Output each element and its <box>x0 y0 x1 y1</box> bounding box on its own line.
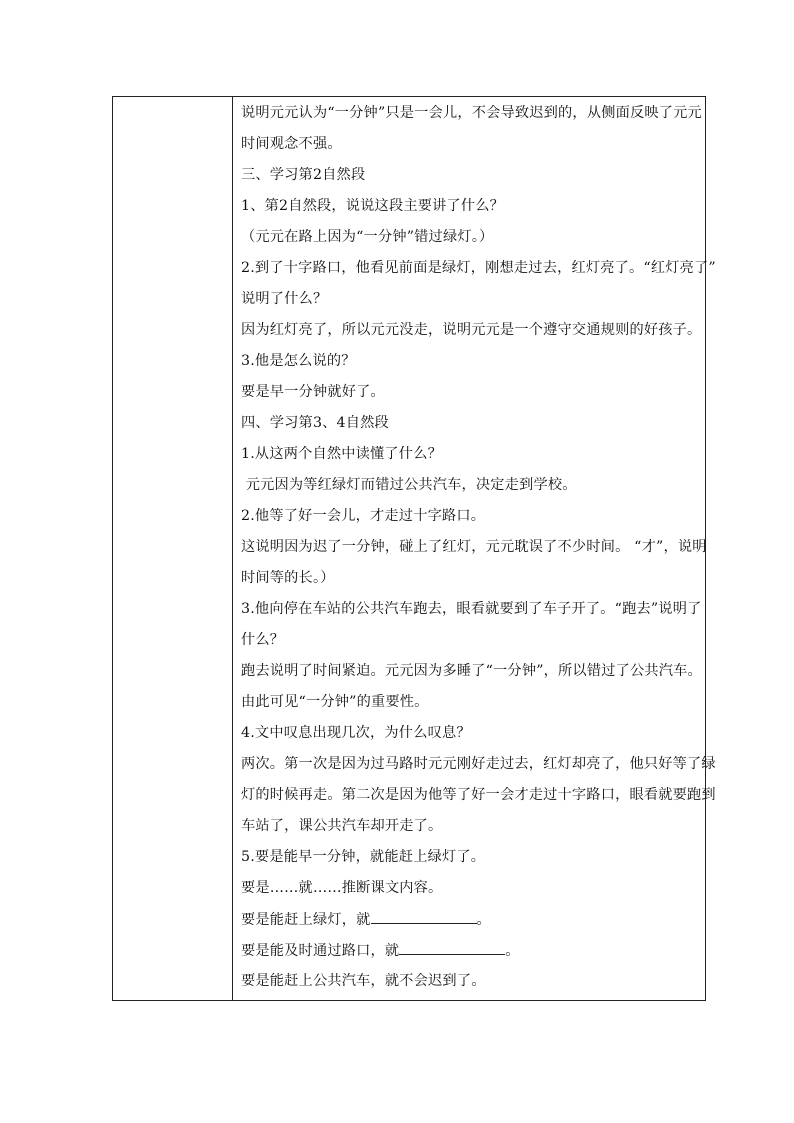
question-line: 3.他是怎么说的？ <box>241 353 356 369</box>
answer-line: 时间等的长。） <box>241 570 335 586</box>
answer-line: 要是早一分钟就好了。 <box>241 384 385 400</box>
answer-line: 这说明因为迟了一分钟，碰上了红灯，元元耽误了不少时间。 “才”，说明 <box>241 539 707 555</box>
answer-line: 车站了，课公共汽车却开走了。 <box>241 818 443 834</box>
lesson-table <box>112 96 716 1001</box>
text-line: 说明元元认为“一分钟”只是一会儿，不会导致迟到的，从侧面反映了元元 <box>241 105 702 121</box>
question-line: 1.从这两个自然中读懂了什么？ <box>241 446 442 462</box>
question-line: 3.他向停在车站的公共汽车跑去，眼看就要到了车子开了。“跑去”说明了 <box>241 601 702 617</box>
answer-line: 元元因为等红绿灯而错过公共汽车，决定走到学校。 <box>241 477 577 493</box>
text-line: 要是能赶上公共汽车，就不会迟到了。 <box>241 973 486 989</box>
left-column-cell <box>113 97 233 1000</box>
answer-line: 由此可见“一分钟”的重要性。 <box>241 694 429 710</box>
fill-blank-prefix: 要是能赶上绿灯，就 <box>241 912 371 928</box>
text-line: 时间观念不强。 <box>241 136 342 152</box>
answer-line: 因为红灯亮了，所以元元没走，说明元元是一个遵守交通规则的好孩子。 <box>241 322 702 338</box>
fill-blank-suffix: 。 <box>476 912 491 928</box>
answer-line: 跑去说明了时间紧迫。元元因为多睡了“一分钟”，所以错过了公共汽车。 <box>241 663 702 679</box>
question-line: 1、第2自然段，说说这段主要讲了什么？ <box>241 198 505 214</box>
question-line: 说明了什么？ <box>241 291 328 307</box>
answer-blank[interactable] <box>371 910 477 924</box>
fill-blank-line <box>241 910 491 929</box>
question-line: 2.他等了好一会儿，才走过十字路口。 <box>241 508 486 524</box>
answer-line: （元元在路上因为“一分钟”错过绿灯。） <box>241 229 494 245</box>
fill-blank-suffix: 。 <box>505 943 520 959</box>
section-heading: 四、学习第3、4自然段 <box>241 415 389 431</box>
content-cell <box>233 97 716 1000</box>
fill-blank-prefix: 要是能及时通过路口，就 <box>241 943 400 959</box>
section-heading: 三、学习第2自然段 <box>241 167 366 183</box>
answer-line: 两次。第一次是因为过马路时元元刚好走过去，红灯却亮了，他只好等了绿 <box>241 756 716 772</box>
answer-line: 灯的时候再走。第二次是因为他等了好一会才走过十字路口，眼看就要跑到 <box>241 787 716 803</box>
question-line: 什么？ <box>241 632 285 648</box>
fill-blank-line <box>241 941 520 960</box>
answer-blank[interactable] <box>399 941 505 955</box>
question-line: 4.文中叹息出现几次，为什么叹息？ <box>241 725 471 741</box>
text-line: 要是……就……推断课文内容。 <box>241 880 443 896</box>
question-line: 5.要是能早一分钟，就能赶上绿灯了。 <box>241 849 486 865</box>
question-line: 2.到了十字路口，他看见前面是绿灯，刚想走过去，红灯亮了。“红灯亮了” <box>241 260 716 276</box>
